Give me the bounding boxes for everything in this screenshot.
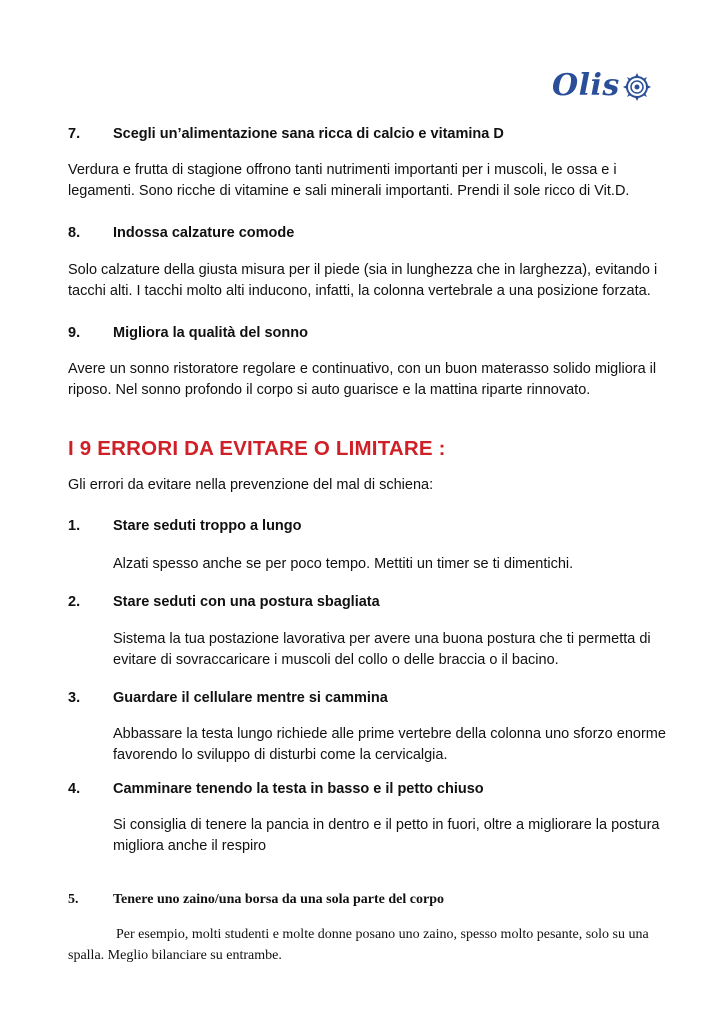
tip-body: Verdura e frutta di stagione offrono tanti nutrimenti importanti per i muscoli, le ossa e i legamenti. Sono ricche di vitamine e sali minerali importanti. Prendi il sole ricco di Vit.D.	[68, 162, 630, 199]
tip-heading: 7. Scegli un’alimentazione sana ricca di calcio e vitamina D	[68, 126, 504, 142]
error-heading: 2. Stare seduti con una postura sbagliata	[68, 594, 380, 610]
logo-text: Olis	[552, 68, 620, 103]
error-body: Abbassare la testa lungo richiede alle prime vertebre della colonna uno sforzo enorme favorendo lo sviluppo di disturbi come la cervicalgia.	[113, 726, 666, 763]
document-page	[68, 118, 668, 966]
sun-badge-icon	[622, 72, 652, 102]
brand-logo	[552, 68, 652, 103]
error-body: Sistema la tua postazione lavorativa per avere una buona postura che ti permetta di evitare di sovraccaricare i muscoli del collo o delle braccia o il bacino.	[113, 631, 651, 668]
error-heading: 3. Guardare il cellulare mentre si cammina	[68, 690, 388, 706]
tip-body: Solo calzature della giusta misura per il piede (sia in lunghezza che in larghezza), evitando i tacchi alti. I tacchi molto alti inducono, infatti, la colonna vertebrale a una posizione forzata.	[68, 262, 658, 299]
error-heading: 5. Tenere uno zaino/una borsa da una sola parte del corpo	[68, 892, 444, 907]
tip-body: Avere un sonno ristoratore regolare e continuativo, con un buon materasso solido migliora il riposo. Nel sonno profondo il corpo si auto guarisce e la mattina riparte rinnovato.	[68, 361, 657, 398]
error-body: Alzati spesso anche se per poco tempo. Mettiti un timer se ti dimentichi.	[113, 556, 574, 572]
error-body: Per esempio, molti studenti e molte donne posano uno zaino, spesso molto pesante, solo su una spalla. Meglio bilanciare su entrambe.	[68, 927, 649, 963]
section-heading: I 9 ERRORI DA EVITARE O LIMITARE :	[68, 437, 446, 460]
tip-heading: 8. Indossa calzature comode	[68, 225, 295, 241]
tip-heading: 9. Migliora la qualità del sonno	[68, 325, 308, 341]
error-heading: 4. Camminare tenendo la testa in basso e il petto chiuso	[68, 781, 484, 797]
section-intro: Gli errori da evitare nella prevenzione del mal di schiena:	[68, 477, 434, 493]
error-body: Si consiglia di tenere la pancia in dentro e il petto in fuori, oltre a migliorare la postura migliora anche il respiro	[113, 817, 660, 854]
error-heading: 1. Stare seduti troppo a lungo	[68, 518, 302, 534]
